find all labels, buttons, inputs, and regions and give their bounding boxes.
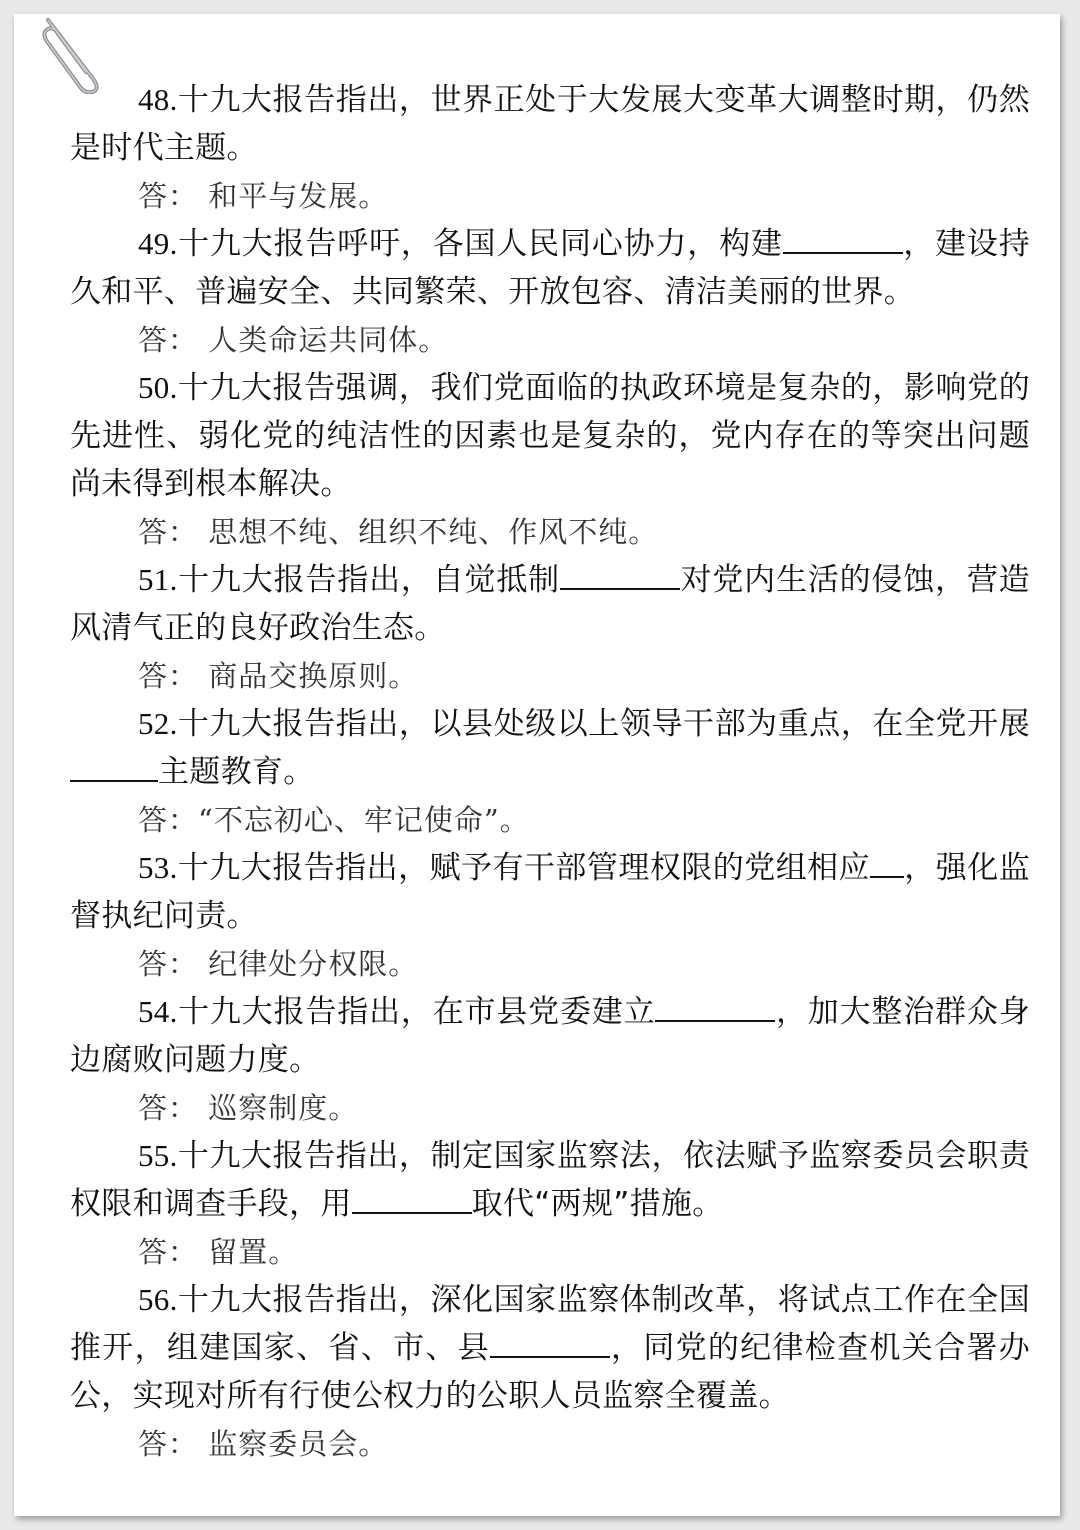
question-number: 55. <box>138 1138 178 1173</box>
answer-label: 答： <box>138 803 199 837</box>
document-page <box>14 14 1060 1516</box>
question-list <box>70 76 1030 1468</box>
answer-52 <box>70 796 1030 844</box>
answer-label: 答： <box>138 659 199 693</box>
fill-blank <box>870 846 904 878</box>
question-49 <box>70 220 1030 316</box>
answer-51 <box>70 652 1030 700</box>
question-number: 51. <box>138 562 178 597</box>
answer-53 <box>70 940 1030 988</box>
answer-56 <box>70 1420 1030 1468</box>
question-number: 50. <box>138 370 178 405</box>
question-53 <box>70 844 1030 940</box>
question-text: 主题教育。 <box>158 754 315 790</box>
fill-blank <box>70 750 158 782</box>
fill-blank <box>655 990 775 1022</box>
answer-text: 人类命运共同体。 <box>208 323 449 357</box>
answer-text: 纪律处分权限。 <box>208 947 419 981</box>
answer-48 <box>70 172 1030 220</box>
question-number: 56. <box>138 1282 178 1317</box>
question-text: ，强化监督执纪问责。 <box>70 850 1030 934</box>
question-text: ，加大整治群众身边腐败问题力度。 <box>70 994 1030 1078</box>
question-number: 49. <box>138 226 178 261</box>
answer-label: 答： <box>138 323 199 357</box>
answer-text: 监察委员会。 <box>208 1427 389 1461</box>
question-54 <box>70 988 1030 1084</box>
question-48 <box>70 76 1030 172</box>
fill-blank <box>490 1326 610 1358</box>
question-text: 十九大报告指出，深化国家监察体制改革，将试点工作在全国推开，组建国家、省、市、县 <box>70 1282 1030 1366</box>
answer-label: 答： <box>138 1427 199 1461</box>
question-51 <box>70 556 1030 652</box>
question-text: 十九大报告指出，在市县党委建立 <box>177 994 656 1030</box>
question-text: 对党内生活的侵蚀，营造风清气正的良好政治生态。 <box>70 562 1030 646</box>
question-text: ，建设持久和平、普遍安全、共同繁荣、开放包容、清洁美丽的世界。 <box>70 226 1030 310</box>
question-text: 取代“两规”措施。 <box>471 1186 724 1222</box>
question-number: 48. <box>138 82 178 117</box>
question-55 <box>70 1132 1030 1228</box>
question-text: 十九大报告指出，赋予有干部管理权限的党组相应 <box>177 850 871 886</box>
answer-text: 思想不纯、组织不纯、作风不纯。 <box>208 515 659 549</box>
question-number: 53. <box>138 850 178 885</box>
answer-label: 答： <box>138 947 199 981</box>
question-text: ，同党的纪律检查机关合署办公，实现对所有行使公权力的公职人员监察全覆盖。 <box>70 1330 1030 1414</box>
question-number: 52. <box>138 706 178 741</box>
question-text: 仍然是时代主题。 <box>70 82 1030 166</box>
answer-text: 巡察制度。 <box>208 1091 359 1125</box>
fill-blank <box>560 558 680 590</box>
question-number: 54. <box>138 994 178 1029</box>
fill-blank <box>352 1182 472 1214</box>
question-text: 十九大报告指出，制定国家监察法，依法赋予监察委员会职责权限和调查手段，用 <box>70 1138 1030 1222</box>
question-52 <box>70 700 1030 796</box>
fill-blank <box>783 222 903 254</box>
answer-text: 商品交换原则。 <box>208 659 419 693</box>
question-50 <box>70 364 1030 508</box>
answer-text: 留置。 <box>208 1235 299 1269</box>
answer-54 <box>70 1084 1030 1132</box>
question-text: 十九大报告指出，自觉抵制 <box>177 562 560 598</box>
answer-label: 答： <box>138 1091 199 1125</box>
question-text: 等突出问题尚未得到根本解决。 <box>70 418 1031 502</box>
answer-label: 答： <box>138 179 199 213</box>
question-text: 十九大报告呼吁，各国人民同心协力，构建 <box>177 226 783 262</box>
answer-50 <box>70 508 1030 556</box>
question-text: 十九大报告强调，我们党面临的执政环境是复杂的，影响党的先进性、弱化党的纯洁性的因素也是复杂的，党内存在的 <box>70 370 1030 454</box>
answer-label: 答： <box>138 515 199 549</box>
answer-49 <box>70 316 1030 364</box>
question-56 <box>70 1276 1030 1420</box>
answer-55 <box>70 1228 1030 1276</box>
answer-text: “不忘初心、牢记使命”。 <box>198 803 530 837</box>
answer-label: 答： <box>138 1235 199 1269</box>
answer-text: 和平与发展。 <box>208 179 389 213</box>
question-text: 十九大报告指出，以县处级以上领导干部为重点，在全党开展 <box>177 706 1030 742</box>
question-text: 十九大报告指出，世界正处于大发展大变革大调整时期， <box>177 82 968 118</box>
